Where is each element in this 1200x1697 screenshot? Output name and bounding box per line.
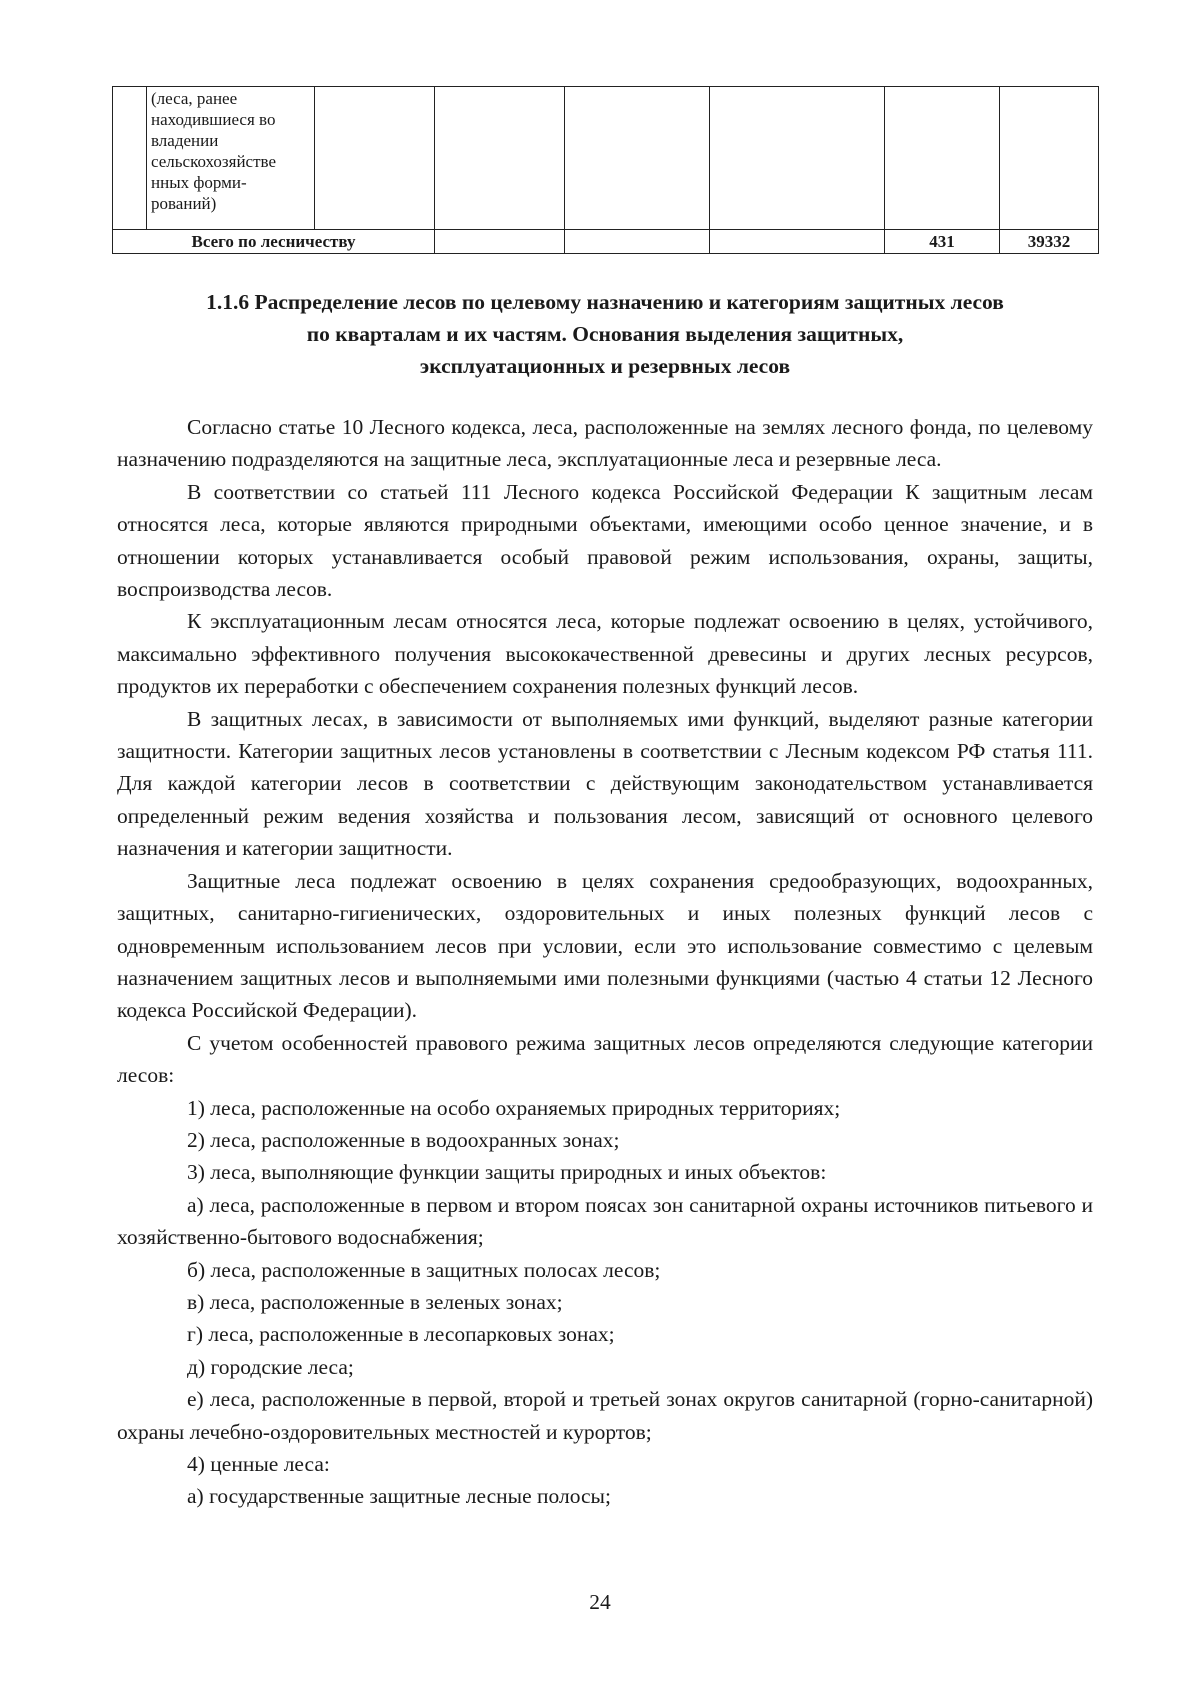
heading-line: эксплуатационных и резервных лесов [419,354,791,378]
table-cell [315,87,435,230]
list-item: 4) ценные леса: [187,1452,330,1476]
table-cell [710,230,885,254]
paragraph: В защитных лесах, в зависимости от выполняемых ими функций, выделяют разные категории защитности. Категории защитных лесов установлены в соответствии с Лесным кодексом РФ статья 111. Для каждой категории лесов в соответствии с действующим законодательством устанавливается определенный режим ведения хозяйства и пользования лесом, зависящий от основного целевого назначения и категории защитности. [117,706,1093,861]
paragraph: К эксплуатационным лесам относятся леса, которые подлежат освоению в целях, устойчивого, максимально эффективного получения высококачественной древесины и других лесных ресурсов, продуктов их переработки с обеспечением сохранения полезных функций лесов. [117,609,1093,699]
total-count: 431 [885,230,1000,254]
section-heading [112,286,1098,382]
paragraph: С учетом особенностей правового режима защитных лесов определяются следующие категории лесов: [117,1030,1093,1088]
table-cell [435,230,565,254]
table-cell [1000,87,1099,230]
total-label: Всего по лесничеству [113,230,435,254]
list-item: 3) леса, выполняющие функции защиты природных и иных объектов: [187,1160,827,1185]
heading-line: по кварталам и их частям. Основания выделения защитных, [306,322,904,346]
table-cell-label: (леса, ранее находившиеся во владении сельскохозяйстве нных форми-рований) [147,87,315,230]
list-item: в) леса, расположенные в зеленых зонах; [187,1289,563,1314]
total-area: 39332 [1000,230,1099,254]
table-cell [435,87,565,230]
list-item: б) леса, расположенные в защитных полосах лесов; [187,1257,661,1282]
table-cell [885,87,1000,230]
list-item: е) леса, расположенные в первой, второй и третьей зонах округов санитарной (горно-санитарной) охраны лечебно-оздоровительных местностей и курортов; [117,1387,1093,1444]
list-item: 1) леса, расположенные на особо охраняемых природных территориях; [187,1095,841,1120]
paragraph: Согласно статье 10 Лесного кодекса, леса, расположенные на землях лесного фонда, по целевому назначению подразделяются на защитные леса, эксплуатационные леса и резервные леса. [117,415,1093,472]
table-cell [113,87,147,230]
list-item: а) государственные защитные лесные полосы; [187,1484,611,1509]
allocation-table [112,86,1099,254]
table-cell [565,230,710,254]
table-total-row [113,230,1099,254]
list-item: а) леса, расположенные в первом и втором поясах зон санитарной охраны источников питьевого и хозяйственно-бытового водоснабжения; [117,1192,1093,1250]
list-item: д) городские леса; [187,1354,354,1379]
list-item: 2) леса, расположенные в водоохранных зонах; [187,1127,620,1152]
table-cell [565,87,710,230]
table-cell [710,87,885,230]
page-number: 24 [589,1590,611,1614]
paragraph: Защитные леса подлежат освоению в целях сохранения средообразующих, водоохранных, защитных, санитарно-гигиенических, оздоровительных и иных полезных функций лесов с одновременным использованием лесов при условии, если это использование совместимо с целевым назначением защитных лесов и выполняемыми ими полезными функциями (частью 4 статьи 12 Лесного кодекса Российской Федерации). [117,868,1093,1023]
paragraph: В соответствии со статьей 111 Лесного кодекса Российской Федерации К защитным лесам относятся леса, которые являются природными объектами, имеющими особо ценное значение, и в отношении которых устанавливается особый правовой режим использования, охраны, защиты, воспроизводства лесов. [117,479,1093,602]
body-text [117,411,1093,1513]
table-row [113,87,1099,230]
list-item: г) леса, расположенные в лесопарковых зонах; [187,1322,615,1347]
heading-line: 1.1.6 Распределение лесов по целевому назначению и категориям защитных лесов [206,290,1004,314]
